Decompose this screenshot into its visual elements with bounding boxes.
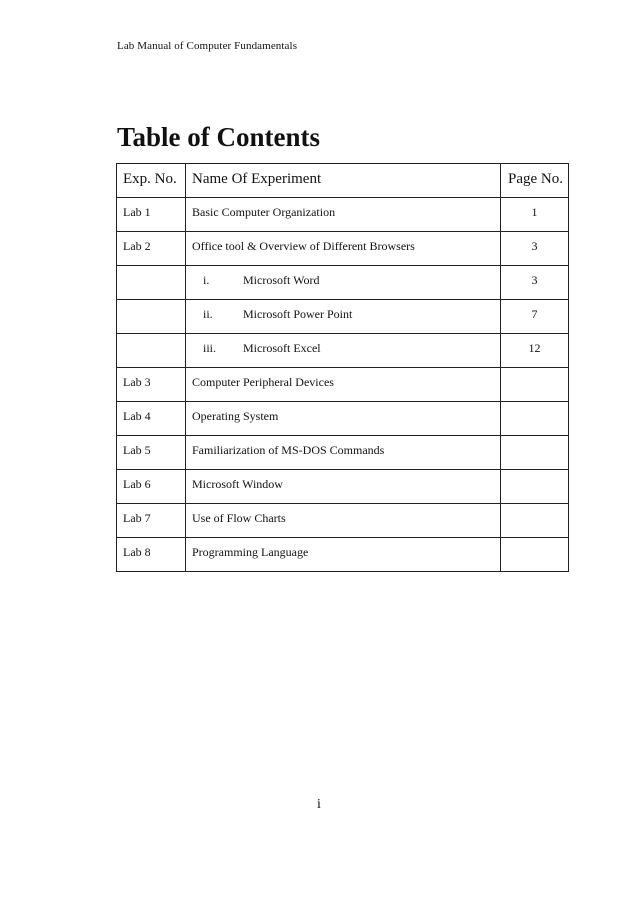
exp-no-cell: Lab 3 [117,368,186,402]
table-row [117,232,569,266]
sub-item-name: Microsoft Power Point [243,307,353,321]
page-no-cell: 3 [501,232,569,266]
experiment-name-cell [186,334,501,368]
table-row [117,198,569,232]
table-row [117,266,569,300]
experiment-name-cell: Programming Language [186,538,501,572]
experiment-name-cell: Operating System [186,402,501,436]
table-row [117,504,569,538]
table-of-contents [116,163,569,572]
page-no-cell [501,470,569,504]
exp-no-cell [117,266,186,300]
exp-no-cell [117,334,186,368]
column-header-page-no: Page No. [501,164,569,198]
exp-no-cell: Lab 6 [117,470,186,504]
exp-no-cell: Lab 7 [117,504,186,538]
page-number: i [317,797,321,812]
exp-no-cell [117,300,186,334]
experiment-name-cell: Computer Peripheral Devices [186,368,501,402]
sub-item-name: Microsoft Word [243,273,320,287]
table-row [117,368,569,402]
experiment-name-cell: Basic Computer Organization [186,198,501,232]
page-no-cell: 12 [501,334,569,368]
page-no-cell: 3 [501,266,569,300]
page-no-cell: 1 [501,198,569,232]
exp-no-cell: Lab 2 [117,232,186,266]
page-title: Table of Contents [117,122,321,152]
page-no-cell [501,402,569,436]
table-row [117,334,569,368]
sub-item-number: i. [203,273,210,287]
table-header-row [117,164,569,198]
sub-item-name: Microsoft Excel [243,341,321,355]
experiment-name-cell: Microsoft Window [186,470,501,504]
table-row [117,436,569,470]
exp-no-cell: Lab 4 [117,402,186,436]
page-no-cell: 7 [501,300,569,334]
experiment-name-cell: Use of Flow Charts [186,504,501,538]
table-row [117,300,569,334]
running-header: Lab Manual of Computer Fundamentals [117,40,298,52]
page-no-cell [501,368,569,402]
sub-item-number: iii. [203,341,217,355]
experiment-name-cell [186,266,501,300]
page-no-cell [501,436,569,470]
table-row [117,470,569,504]
exp-no-cell: Lab 5 [117,436,186,470]
column-header-experiment-name: Name Of Experiment [186,164,501,198]
sub-item-number: ii. [203,307,213,321]
experiment-name-cell: Office tool & Overview of Different Browsers [186,232,501,266]
exp-no-cell: Lab 1 [117,198,186,232]
experiment-name-cell: Familiarization of MS-DOS Commands [186,436,501,470]
page-no-cell [501,504,569,538]
page-no-cell [501,538,569,572]
table-row [117,402,569,436]
exp-no-cell: Lab 8 [117,538,186,572]
experiment-name-cell [186,300,501,334]
table-row [117,538,569,572]
column-header-exp-no: Exp. No. [117,164,186,198]
